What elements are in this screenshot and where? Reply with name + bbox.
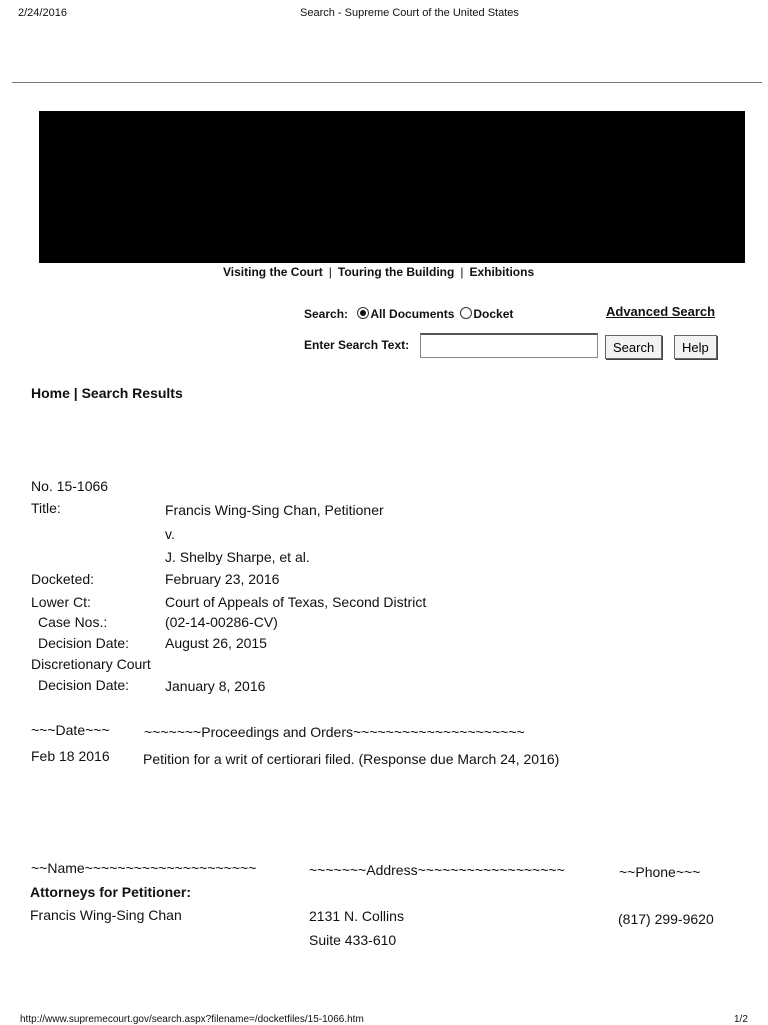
attorney-address-header: ~~~~~~~Address~~~~~~~~~~~~~~~~~~ [309,862,565,878]
attorneys-group-label: Attorneys for Petitioner: [30,884,192,900]
nav-link-visiting[interactable]: Visiting the Court [223,265,323,279]
case-nos-label: Case Nos.: [38,614,108,630]
decision-date-value: August 26, 2015 [165,635,267,651]
nav-separator: | [460,265,464,279]
case-number: No. 15-1066 [31,478,109,494]
search-button[interactable]: Search [605,335,662,359]
attorney-name-header: ~~Name~~~~~~~~~~~~~~~~~~~~~ [31,860,257,876]
decision-date-label: Decision Date: [38,635,130,651]
radio-docket[interactable] [460,307,472,319]
attorney-name: Francis Wing-Sing Chan [30,907,182,923]
case-nos-value: (02-14-00286-CV) [165,614,278,630]
header-rule [12,82,762,83]
help-button[interactable]: Help [674,335,717,359]
title-line-petitioner: Francis Wing-Sing Chan, Petitioner [165,502,384,518]
docketed-value: February 23, 2016 [165,571,280,587]
site-banner [39,111,745,263]
radio-docket-label[interactable]: Docket [473,307,514,321]
title-label: Title: [31,500,61,516]
discretionary-date-label: Decision Date: [38,677,130,693]
advanced-search-link[interactable]: Advanced Search [606,304,716,319]
radio-all-documents[interactable] [357,307,369,319]
print-date: 2/24/2016 [18,7,67,19]
nav-link-exhibitions[interactable]: Exhibitions [469,265,535,279]
print-footer-url: http://www.supremecourt.gov/search.aspx?filename=/docketfiles/15-1066.htm [20,1014,364,1025]
search-input[interactable] [420,333,598,358]
docketed-label: Docketed: [31,571,95,587]
title-line-versus: v. [165,526,175,542]
discretionary-date-value: January 8, 2016 [165,678,266,694]
breadcrumb: Home | Search Results [31,385,183,401]
nav-link-touring[interactable]: Touring the Building [337,265,455,279]
attorney-address-line-1: 2131 N. Collins [309,908,404,924]
lower-ct-label: Lower Ct: [31,594,91,610]
proceeding-date: Feb 18 2016 [31,748,110,764]
attorney-address-line-2: Suite 433-610 [309,932,397,948]
nav-separator: | [328,265,332,279]
top-nav [223,265,534,279]
search-label: Search: [304,307,349,321]
enter-search-label: Enter Search Text: [304,338,410,352]
attorney-phone: (817) 299-9620 [618,911,714,927]
discretionary-court-label: Discretionary Court [31,656,151,672]
print-page-title: Search - Supreme Court of the United States [300,7,519,19]
radio-all-documents-label[interactable]: All Documents [370,307,455,321]
proceeding-text: Petition for a writ of certiorari filed. (Response due March 24, 2016) [143,751,560,767]
proceedings-date-header: ~~~Date~~~ [31,722,110,738]
lower-ct-value: Court of Appeals of Texas, Second District [165,594,427,610]
attorney-phone-header: ~~Phone~~~ [619,864,701,880]
title-line-respondent: J. Shelby Sharpe, et al. [165,549,310,565]
proceedings-header: ~~~~~~~Proceedings and Orders~~~~~~~~~~~~~~~~~~~~~ [144,724,525,740]
print-footer-page: 1/2 [734,1014,748,1025]
search-scope [304,307,513,321]
